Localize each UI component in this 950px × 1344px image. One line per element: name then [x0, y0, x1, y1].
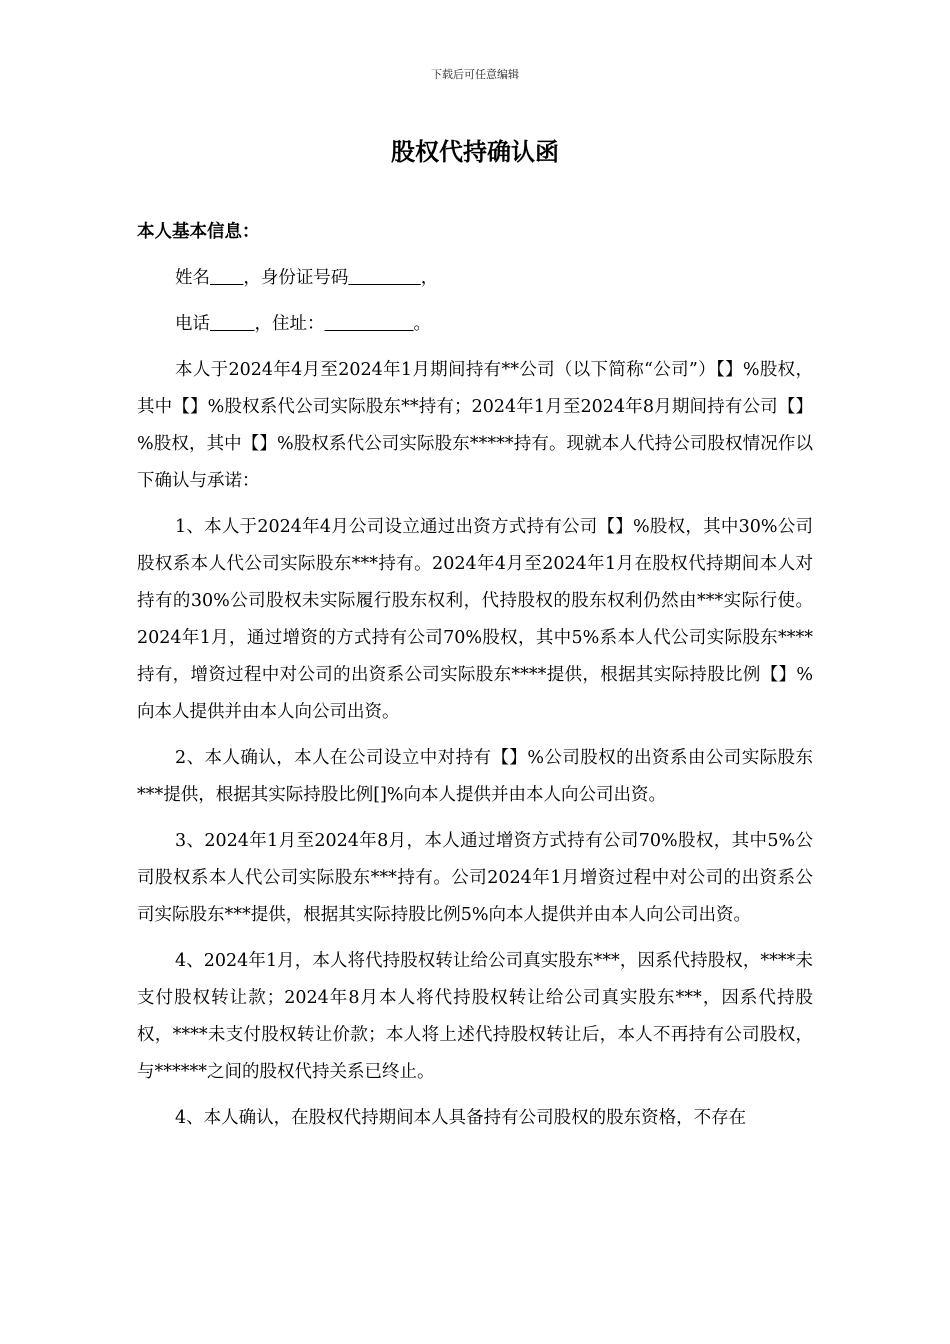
paragraph-item-3: 3、2024年1月至2024年8月，本人通过增资方式持有公司70%股权，其中5%公司股权系本人代公司实际股东***持有。公司2024年1月增资过程中对公司的出资系公司实际股东***提供，根据其实际持股比例5%向本人提供并由本人向公司出资。 — [137, 831, 813, 925]
document-title: 股权代持确认函 — [391, 137, 559, 166]
paragraph-item-2: 2、本人确认，本人在公司设立中对持有【】%公司股权的出资系由公司实际股东***提供，根据其实际持股比例[]%向本人提供并由本人向公司出资。 — [137, 748, 813, 805]
phone-label: 电话 — [175, 314, 210, 334]
info-line-phone-address — [137, 306, 813, 343]
document-body — [137, 214, 813, 1146]
section-heading: 本人基本信息： — [137, 222, 260, 242]
id-label: ，身份证号码 — [243, 268, 349, 288]
paragraph-intro: 本人于2024年4月至2024年1月期间持有**公司（以下简称“公司”）【】%股权，其中【】%股权系代公司实际股东**持有；2024年1月至2024年8月期间持有公司【】%股权，其中【】%股权系代公司实际股东*****持有。现就本人代持公司股权情况作以下确认与承诺： — [137, 360, 813, 491]
page-header: 下载后可任意编辑 — [431, 68, 519, 81]
name-label: 姓名 — [175, 268, 210, 288]
paragraph-item-4b: 4、本人确认，在股权代持期间本人具备持有公司股权的股东资格，不存在 — [175, 1108, 747, 1128]
paragraph-item-4: 4、2024年1月，本人将代持股权转让给公司真实股东***，因系代持股权，****未支付股权转让款；2024年8月本人将代持股权转让给公司真实股东***，因系代持股权，****未支付股权转让价款；本人将上述代持股权转让后，本人不再持有公司股权，与******之间的股权代持关系已终止。 — [137, 951, 813, 1082]
name-blank — [210, 268, 243, 288]
phone-blank — [210, 314, 255, 334]
address-blank — [325, 314, 414, 334]
info-line-name-id — [137, 260, 813, 297]
id-end: ， — [420, 268, 439, 288]
address-label: ，住址： — [254, 314, 325, 334]
paragraph-item-1: 1、本人于2024年4月公司设立通过出资方式持有公司【】%股权，其中30%公司股权系本人代公司实际股东***持有。2024年4月至2024年1月在股权代持期间本人对持有的30%公司股权未实际履行股东权利，代持股权的股东权利仍然由***实际行使。2024年1月，通过增资的方式持有公司70%股权，其中5%系本人代公司实际股东****持有，增资过程中对公司的出资系公司实际股东****提供，根据其实际持股比例【】%向本人提供并由本人向公司出资。 — [137, 517, 813, 722]
id-blank — [348, 268, 420, 288]
address-end: 。 — [413, 314, 432, 334]
